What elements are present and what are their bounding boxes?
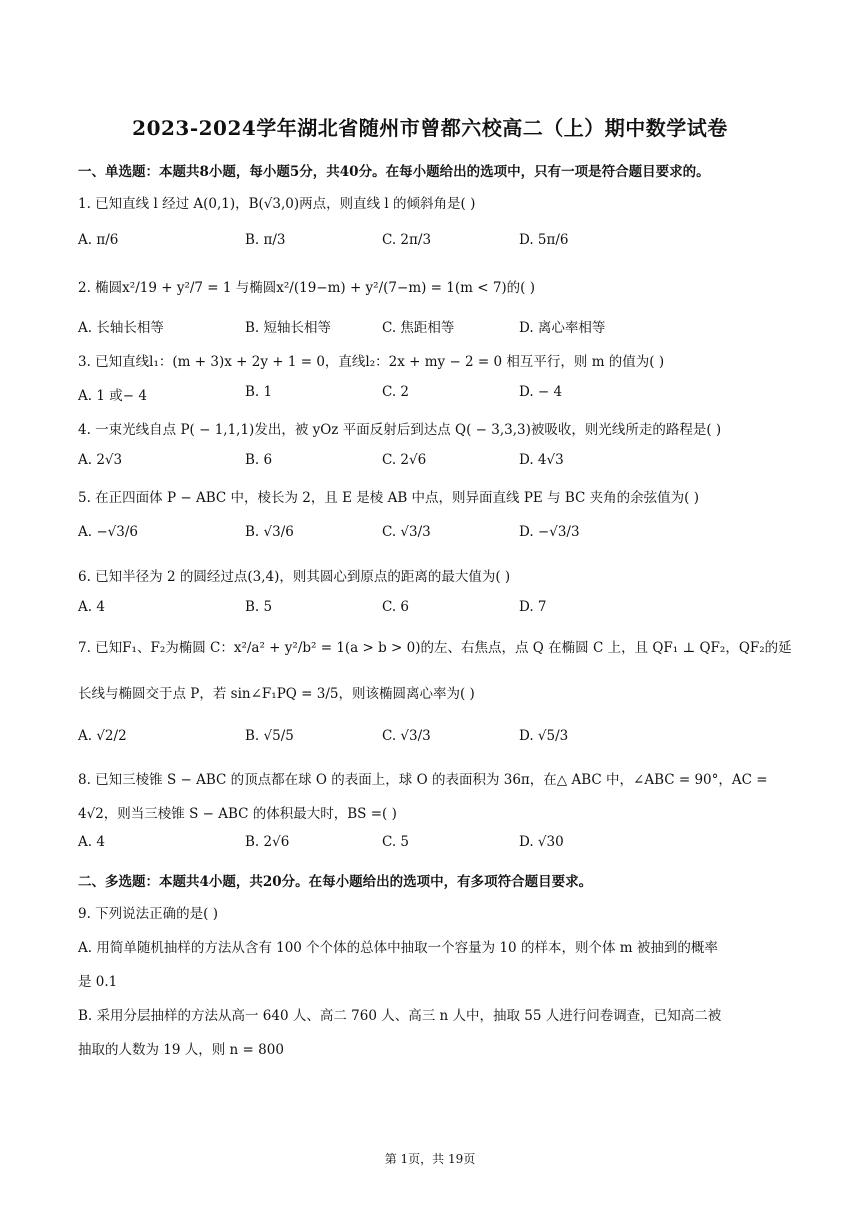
question-6-stem: 6. 已知半径为 2 的圆经过点(3,4)，则其圆心到原点的距离的最大值为( ) [78,569,511,585]
question-7-stem-line-1: 7. 已知F₁、F₂为椭圆 C：x²/a² + y²/b² = 1(a > b > 0)的左、右焦点，点 Q 在椭圆 C 上，且 QF₁ ⊥ QF₂，QF₂的延 [78,640,792,656]
q6-option-d: D. 7 [519,599,547,615]
q5-option-d: D. −√3/3 [519,524,580,540]
question-3-stem: 3. 已知直线l₁：(m + 3)x + 2y + 1 = 0，直线l₂：2x + my − 2 = 0 相互平行，则 m 的值为( ) [78,354,665,370]
section-multiple-choice-header: 二、多选题：本题共4小题，共20分。在每小题给出的选项中，有多项符合题目要求。 [78,874,593,890]
question-2-options [78,316,778,336]
question-8-stem-line-1: 8. 已知三棱锥 S − ABC 的顶点都在球 O 的表面上，球 O 的表面积为 36π，在△ ABC 中，∠ABC = 90°，AC = [78,772,768,788]
q3-option-d: D. − 4 [519,384,563,400]
section-single-choice-header: 一、单选题：本题共8小题，每小题5分，共40分。在每小题给出的选项中，只有一项是符合题目要求的。 [78,164,710,180]
q6-option-c: C. 6 [382,599,410,615]
q7-option-a: A. √2/2 [78,728,127,744]
question-6-options [78,599,778,619]
q5-option-c: C. √3/3 [382,524,431,540]
q6-option-b: B. 5 [245,599,273,615]
q9-option-b-line-1: B. 采用分层抽样的方法从高一 640 人、高二 760 人、高三 n 人中，抽取 55 人进行问卷调查，已知高二被 [78,1008,722,1024]
q5-option-b: B. √3/6 [245,524,294,540]
q7-option-c: C. √3/3 [382,728,431,744]
question-1-stem: 1. 已知直线 l 经过 A(0,1)，B(√3,0)两点，则直线 l 的倾斜角是( ) [78,196,476,212]
question-2-stem: 2. 椭圆x²/19 + y²/7 = 1 与椭圆x²/(19−m) + y²/(7−m) = 1(m < 7)的( ) [78,280,536,296]
question-7-stem-line-2: 长线与椭圆交于点 P，若 sin∠F₁PQ = 3/5，则该椭圆离心率为( ) [78,686,475,702]
q1-option-d: D. 5π/6 [519,232,569,248]
q8-option-b: B. 2√6 [245,834,290,850]
question-5-options [78,524,778,544]
q6-option-a: A. 4 [78,599,105,615]
q9-option-a-line-2: 是 0.1 [78,974,118,990]
q2-option-c: C. 焦距相等 [382,320,455,336]
q2-option-b: B. 短轴长相等 [245,320,332,336]
question-5-stem: 5. 在正四面体 P − ABC 中，棱长为 2，且 E 是棱 AB 中点，则异面直线 PE 与 BC 夹角的余弦值为( ) [78,490,699,506]
question-9-stem: 9. 下列说法正确的是( ) [78,906,218,922]
question-3-options [78,384,778,404]
q4-option-a: A. 2√3 [78,452,123,468]
q4-option-d: D. 4√3 [519,452,564,468]
question-8-stem-line-2: 4√2，则当三棱锥 S − ABC 的体积最大时，BS =( ) [78,806,397,822]
question-4-stem: 4. 一束光线自点 P( − 1,1,1)发出，被 yOz 平面反射后到达点 Q( − 3,3,3)被吸收，则光线所走的路程是( ) [78,422,722,438]
question-8-options [78,834,778,854]
q3-option-c: C. 2 [382,384,410,400]
question-1-options [78,232,778,252]
q8-option-c: C. 5 [382,834,410,850]
q1-option-b: B. π/3 [245,232,286,248]
q1-option-c: C. 2π/3 [382,232,432,248]
q2-option-d: D. 离心率相等 [519,320,606,336]
q9-option-a-line-1: A. 用简单随机抽样的方法从含有 100 个个体的总体中抽取一个容量为 10 的样本，则个体 m 被抽到的概率 [78,940,718,956]
q4-option-c: C. 2√6 [382,452,427,468]
q8-option-d: D. √30 [519,834,564,850]
q8-option-a: A. 4 [78,834,105,850]
q9-option-b-line-2: 抽取的人数为 19 人，则 n = 800 [78,1042,284,1058]
q3-option-a: A. 1 或− 4 [78,388,147,404]
page-footer: 第 1页，共 19页 [384,1152,476,1166]
q7-option-d: D. √5/3 [519,728,569,744]
q1-option-a: A. π/6 [78,232,119,248]
question-4-options [78,452,778,472]
q7-option-b: B. √5/5 [245,728,294,744]
q5-option-a: A. −√3/6 [78,524,138,540]
q4-option-b: B. 6 [245,452,273,468]
q3-option-b: B. 1 [245,384,273,400]
question-7-options [78,728,778,748]
page-title: 2023-2024学年湖北省随州市曾都六校高二（上）期中数学试卷 [132,116,728,140]
q2-option-a: A. 长轴长相等 [78,320,164,336]
